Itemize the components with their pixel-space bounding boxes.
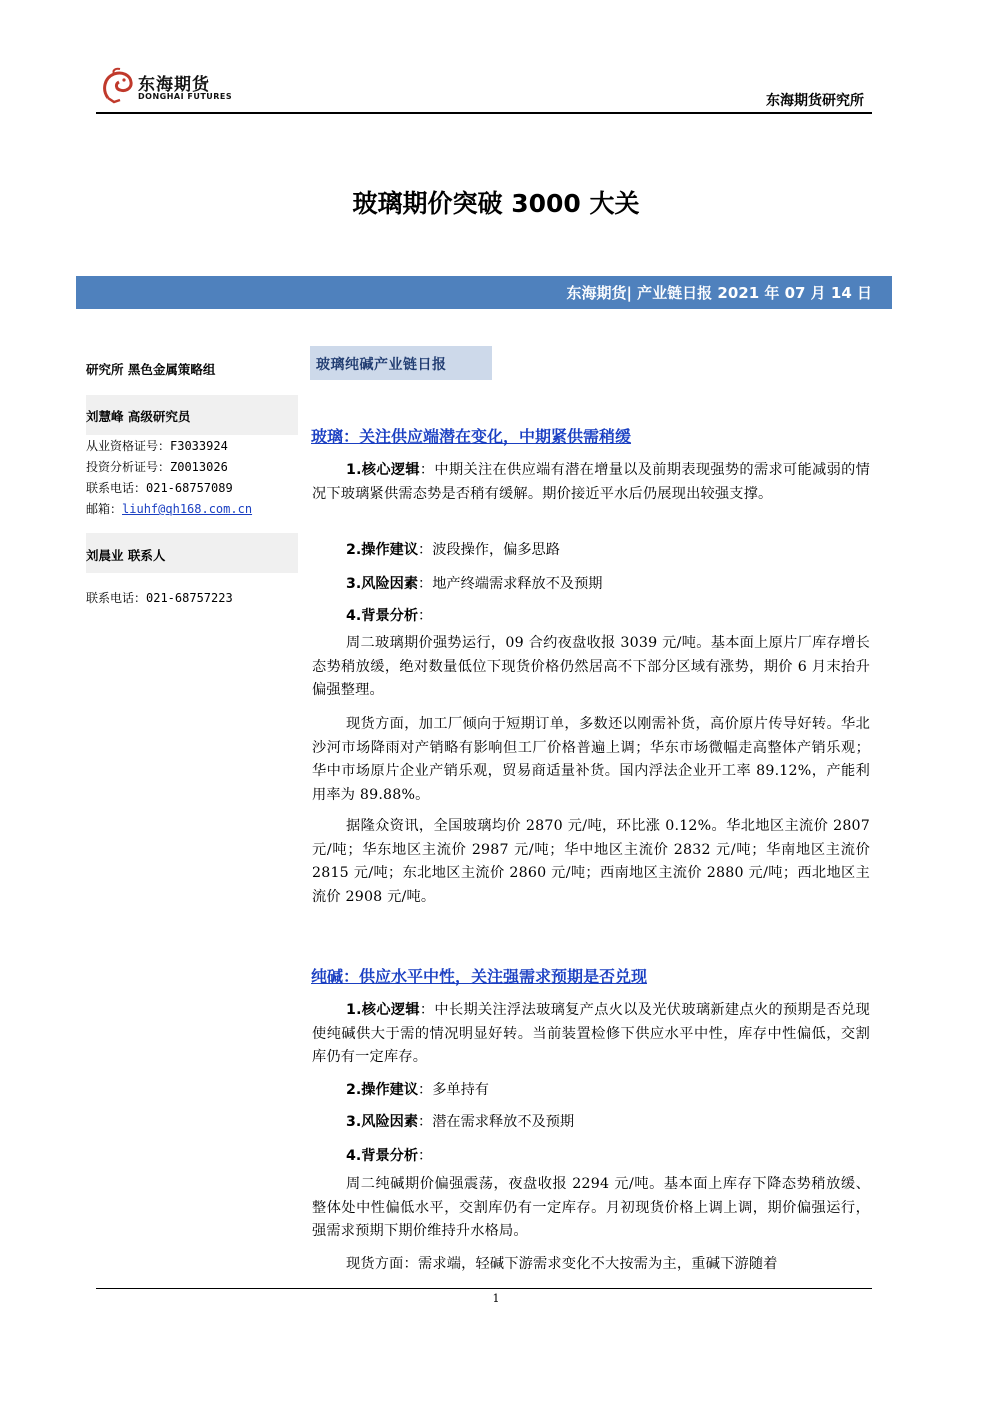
glass-risk xyxy=(346,573,602,593)
glass-logic xyxy=(312,459,870,506)
soda-bg xyxy=(346,1145,432,1165)
soda-logic-label: 1.核心逻辑 xyxy=(346,1002,420,1018)
email-label: 邮箱： xyxy=(86,502,123,516)
glass-risk-label: 3.风险因素 xyxy=(346,576,419,592)
analyst2-phone: 联系电话：021-68757223 xyxy=(86,591,233,605)
glass-risk-text: ：地产终端需求释放不及预期 xyxy=(418,576,603,592)
report-band xyxy=(76,276,892,309)
glass-paragraph-3: 据隆众资讯，全国玻璃均价 2870 元/吨，环比涨 0.12%。华北地区主流价 2807 元/吨；华东地区主流价 2987 元/吨；华中地区主流价 2832 元/吨；华南地区主流价 2815 元/吨；东北地区主流价 2860 元/吨；西南地区主流价 2880 元/吨；西北地区主流价 2908 元/吨。 xyxy=(312,818,870,905)
soda-logic xyxy=(312,999,870,1070)
company-logo xyxy=(100,66,240,110)
dragon-logo-icon xyxy=(100,66,136,106)
analyst1-cert2: 投资分析证号：Z0013026 xyxy=(86,460,228,474)
sidebar-dept: 研究所 黑色金属策略组 xyxy=(86,362,216,377)
glass-heading[interactable]: 玻璃：关注供应端潜在变化，中期紧供需稍缓 xyxy=(311,427,632,446)
report-band-text: 东海期货| 产业链日报 2021 年 07 月 14 日 xyxy=(566,284,872,302)
analyst1-name: 刘慧峰 高级研究员 xyxy=(86,409,191,424)
page-title: 玻璃期价突破 3000 大关 xyxy=(352,189,640,218)
soda-op xyxy=(346,1079,489,1099)
soda-logic-text: ：中长期关注浮法玻璃复产点火以及光伏玻璃新建点火的预期是否兑现使纯碱供大于需的情况明显好转。当前装置检修下供应水平中性，库存中性偏低，交割库仍有一定库存。 xyxy=(312,1002,871,1065)
soda-paragraph-2: 现货方面：需求端，轻碱下游需求变化不大按需为主，重碱下游随着 xyxy=(346,1256,778,1272)
header-divider xyxy=(96,112,872,114)
glass-bg-text: ： xyxy=(418,608,433,624)
glass-op-text: ：波段操作，偏多思路 xyxy=(418,542,560,558)
soda-risk xyxy=(346,1111,574,1131)
soda-risk-label: 3.风险因素 xyxy=(346,1114,419,1130)
soda-risk-text: ：潜在需求释放不及预期 xyxy=(418,1114,575,1130)
glass-paragraph-2: 现货方面，加工厂倾向于短期订单，多数还以刚需补货，高价原片传导好转。华北沙河市场降雨对产销略有影响但工厂价格普遍上调；华东市场微幅走高整体产销乐观；华中市场原片企业产销乐观，贸易商适量补货。国内浮法企业开工率 89.12%，产能利用率为 89.88%。 xyxy=(312,716,870,803)
glass-op-label: 2.操作建议 xyxy=(346,542,419,558)
soda-heading[interactable]: 纯碱：供应水平中性，关注强需求预期是否兑现 xyxy=(311,967,648,986)
analyst1-contact xyxy=(86,436,298,520)
soda-bg-text: ： xyxy=(418,1148,433,1164)
analyst1-cert1: 从业资格证号：F3033924 xyxy=(86,439,228,453)
glass-op xyxy=(346,539,560,559)
analyst1-phone: 联系电话：021-68757089 xyxy=(86,481,233,495)
soda-paragraph-1: 周二纯碱期价偏强震荡，夜盘收报 2294 元/吨。基本面上库存下降态势稍放缓、整体处中性偏低水平，交割库仍有一定库存。月初现货价格上调上调，期价偏强运行，强需求预期下期价维持升水格局。 xyxy=(312,1176,870,1239)
glass-bg-label: 4.背景分析 xyxy=(346,608,419,624)
email-link[interactable]: liuhf@qh168.com.cn xyxy=(122,502,253,516)
logo-text-cn: 东海期货 xyxy=(138,75,210,95)
soda-op-text: ：多单持有 xyxy=(418,1082,489,1098)
report-tag-text: 玻璃纯碱产业链日报 xyxy=(316,357,447,373)
analyst2-name: 刘晨业 联系人 xyxy=(86,548,166,563)
soda-bg-label: 4.背景分析 xyxy=(346,1148,419,1164)
report-tag xyxy=(310,346,492,380)
analyst1-email-row xyxy=(86,499,298,520)
page-number: 1 xyxy=(492,1292,500,1305)
logo-text-en: DONGHAI FUTURES xyxy=(138,92,233,101)
institute-name: 东海期货研究所 xyxy=(766,93,864,109)
glass-logic-label: 1.核心逻辑 xyxy=(346,462,420,478)
footer-divider xyxy=(96,1288,872,1289)
glass-bg xyxy=(346,605,432,625)
glass-logic-text: ：中期关注在供应端有潜在增量以及前期表现强势的需求可能减弱的情况下玻璃紧供需态势是否稍有缓解。期价接近平水后仍展现出较强支撑。 xyxy=(312,462,871,502)
glass-paragraph-1: 周二玻璃期价强势运行，09 合约夜盘收报 3039 元/吨。基本面上原片厂库存增长态势稍放缓，绝对数量低位下现货价格仍然居高不下部分区域有涨势，期价 6 月末抬升偏强整理。 xyxy=(312,635,870,698)
soda-op-label: 2.操作建议 xyxy=(346,1082,419,1098)
